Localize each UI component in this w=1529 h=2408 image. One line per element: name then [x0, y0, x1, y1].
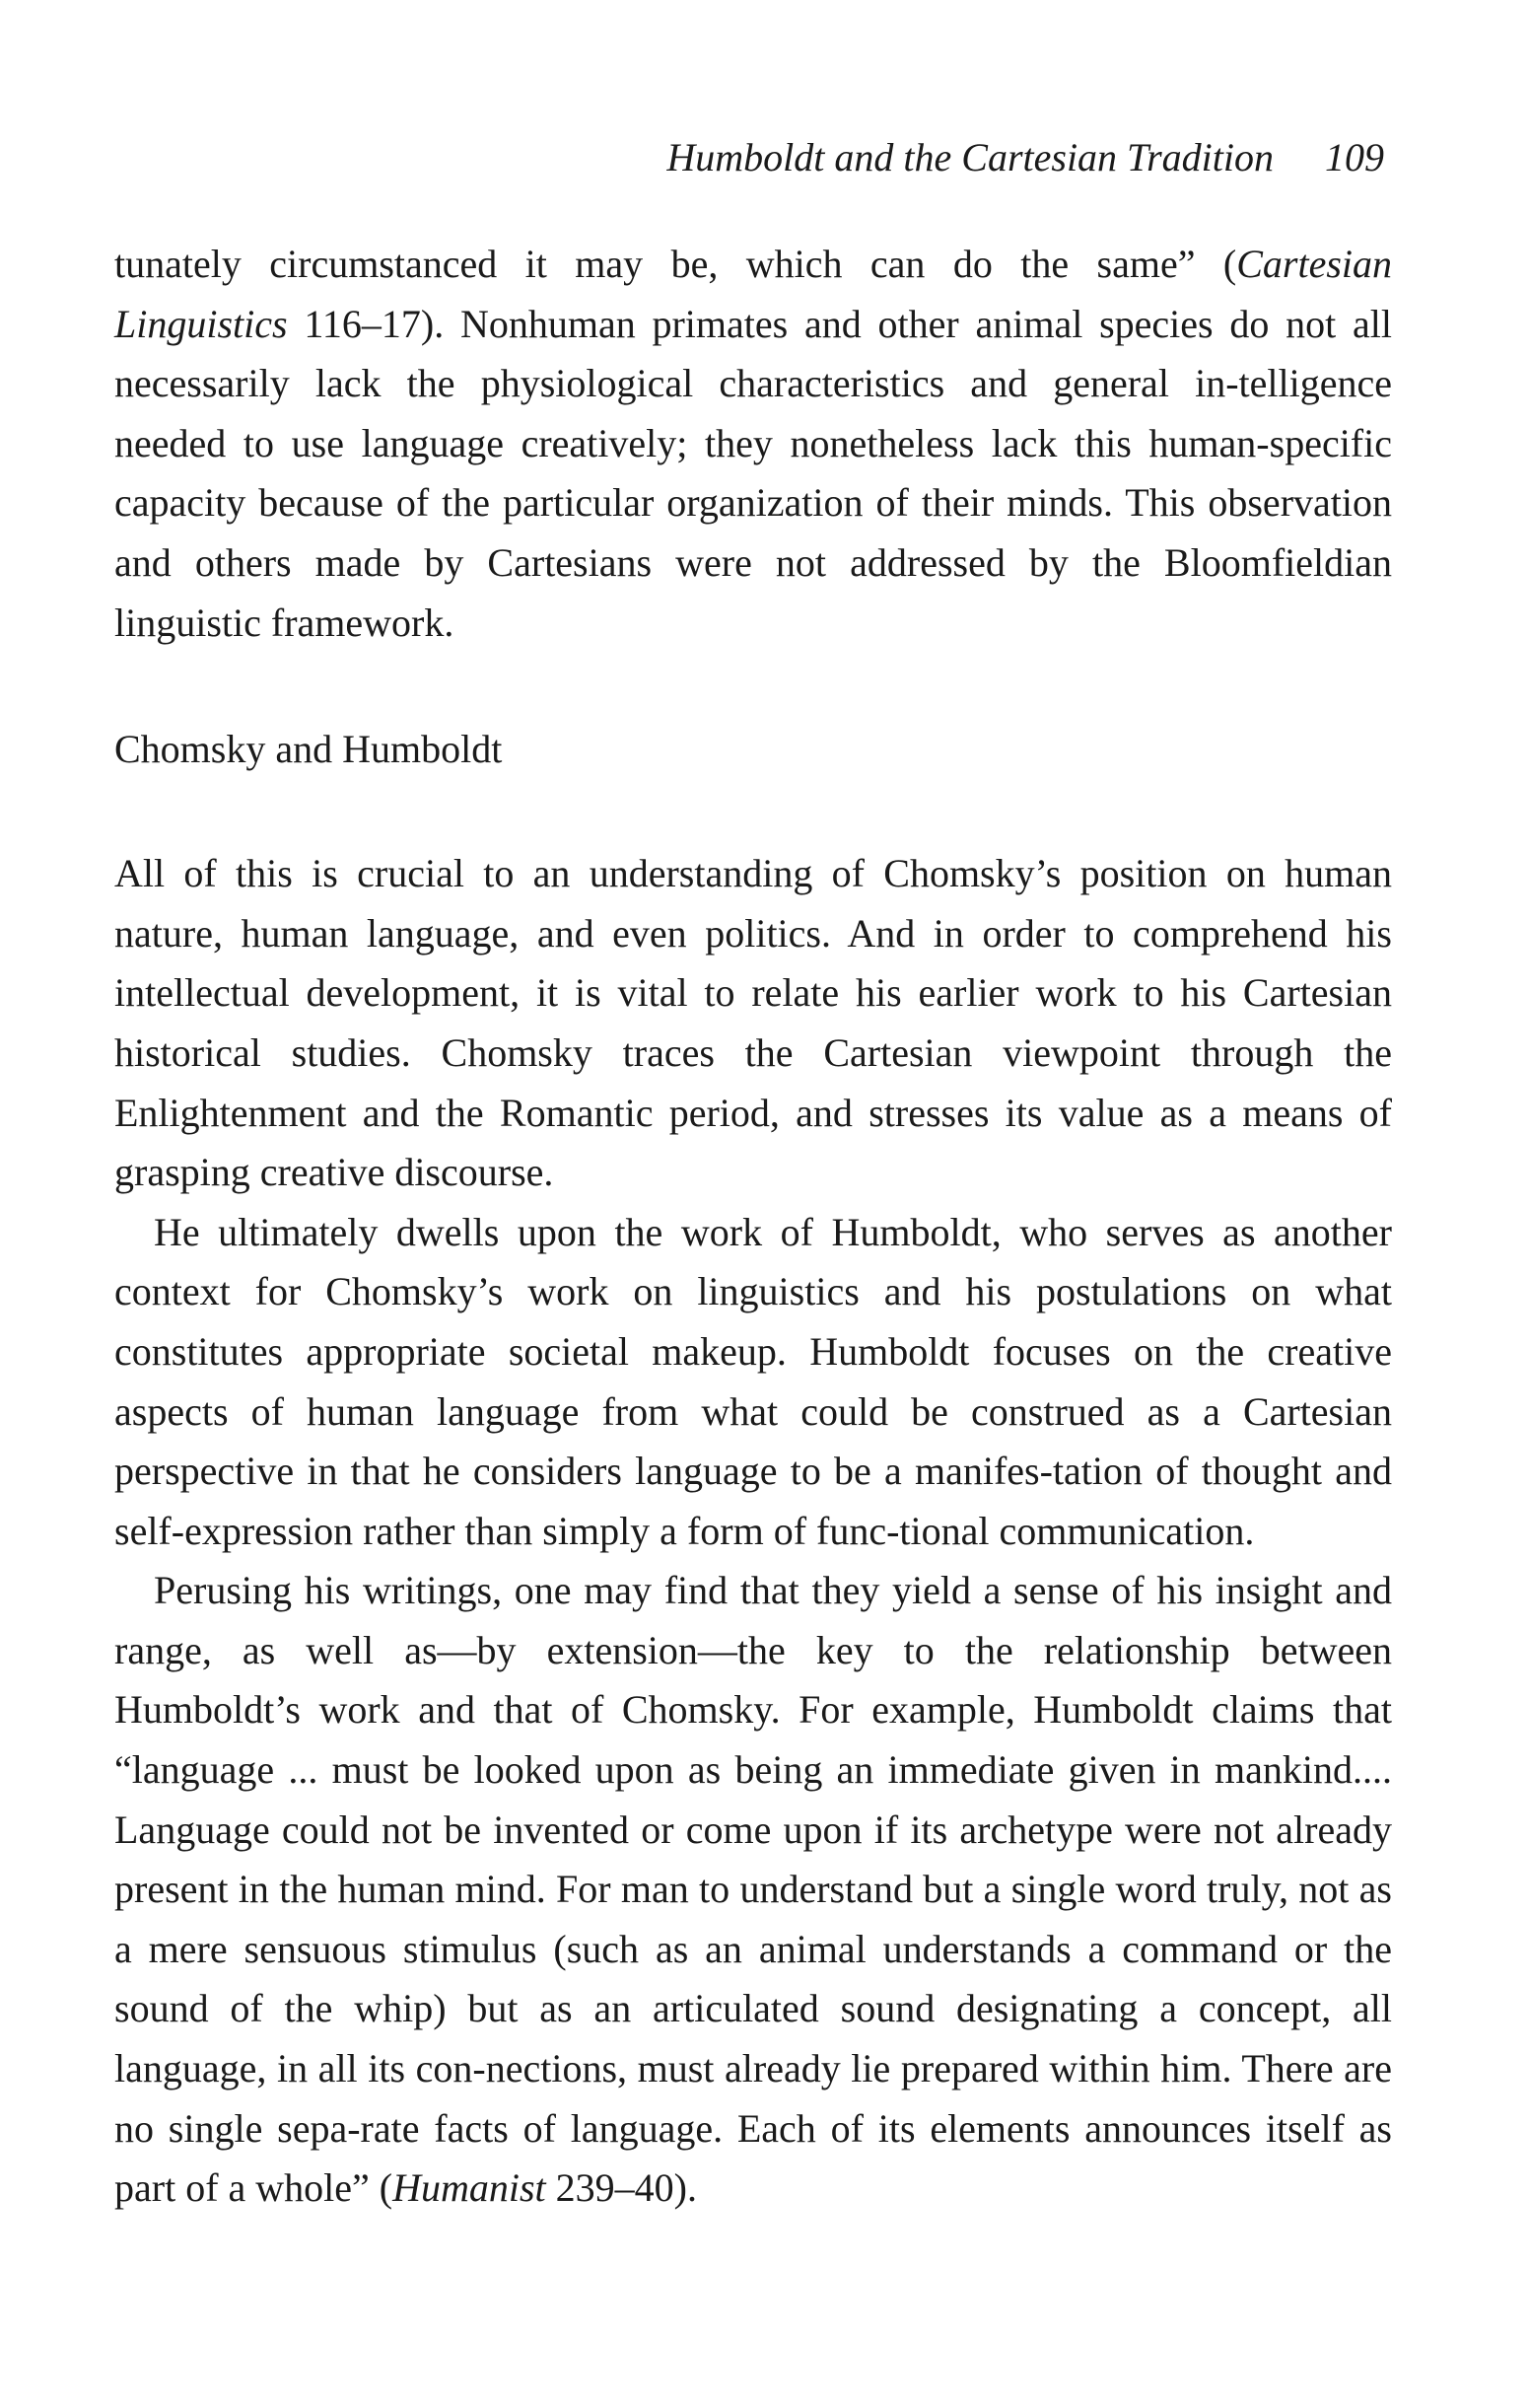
text-segment: Perusing his writings, one may find that they yield a sense of his insight and range, as well as—by extension—the key to the relationship between Humboldt’s work and that of Chomsky. For example, Humboldt claims that “language ... must be looked upon as being an immediate given in mankind.... Language could not be invented or come upon if its archetype were not already present in the human mind. For man to understand but a single word truly, not as a mere sensuous stimulus (such as an animal understands a command or the sound of the whip) but as an articulated sound designating a concept, all language, in all its con-nections, must already lie prepared within him. There are no single sepa-rate facts of language. Each of its elements announces itself as part of a whole” ( [114, 1568, 1392, 2211]
text-segment: 239–40). [545, 2165, 697, 2211]
running-head [114, 128, 1392, 187]
section-heading: Chomsky and Humboldt [114, 727, 503, 772]
paragraph [114, 1561, 1392, 2219]
text-segment: tunately circumstanced it may be, which can do the same” ( [114, 242, 1237, 286]
citation-title: Humanist [392, 2165, 546, 2211]
paragraph [114, 844, 1392, 1203]
text-segment: 116–17). Nonhuman primates and other animal species do not all necessarily lack the physiological characteristics and general in-telligence needed to use language creatively; they nonetheless lack this human-specific capacity because of the particular organization of their minds. This observation and others made by Cartesians were not addressed by the Bloomfieldian linguistic framework. [114, 301, 1392, 645]
text-segment: He ultimately dwells upon the work of Humboldt, who serves as another context for Chomsky’s work on linguistics and his postulations on what constitutes appropriate societal makeup. Humboldt focuses on the creative aspects of human language from what could be construed as a Cartesian perspective in that he considers language to be a manifes-tation of thought and self-expression rather than simply a form of func-tional communication. [114, 1209, 1392, 1553]
paragraph-continued [114, 235, 1392, 653]
page-number: 109 [1325, 135, 1384, 179]
body-text [114, 235, 1392, 2219]
running-title: Humboldt and the Cartesian Tradition [666, 135, 1274, 179]
citation-title: Cartesian Linguistics [114, 242, 1392, 346]
book-page [114, 128, 1392, 2219]
paragraph [114, 1203, 1392, 1562]
text-segment: All of this is crucial to an understanding of Chomsky’s position on human nature, human language, and even politics. And in order to comprehend his intellectual development, it is vital to relate his earlier work to his Cartesian historical studies. Chomsky traces the Cartesian viewpoint through the Enlightenment and the Romantic period, and stresses its value as a means of grasping creative discourse. [114, 851, 1392, 1195]
